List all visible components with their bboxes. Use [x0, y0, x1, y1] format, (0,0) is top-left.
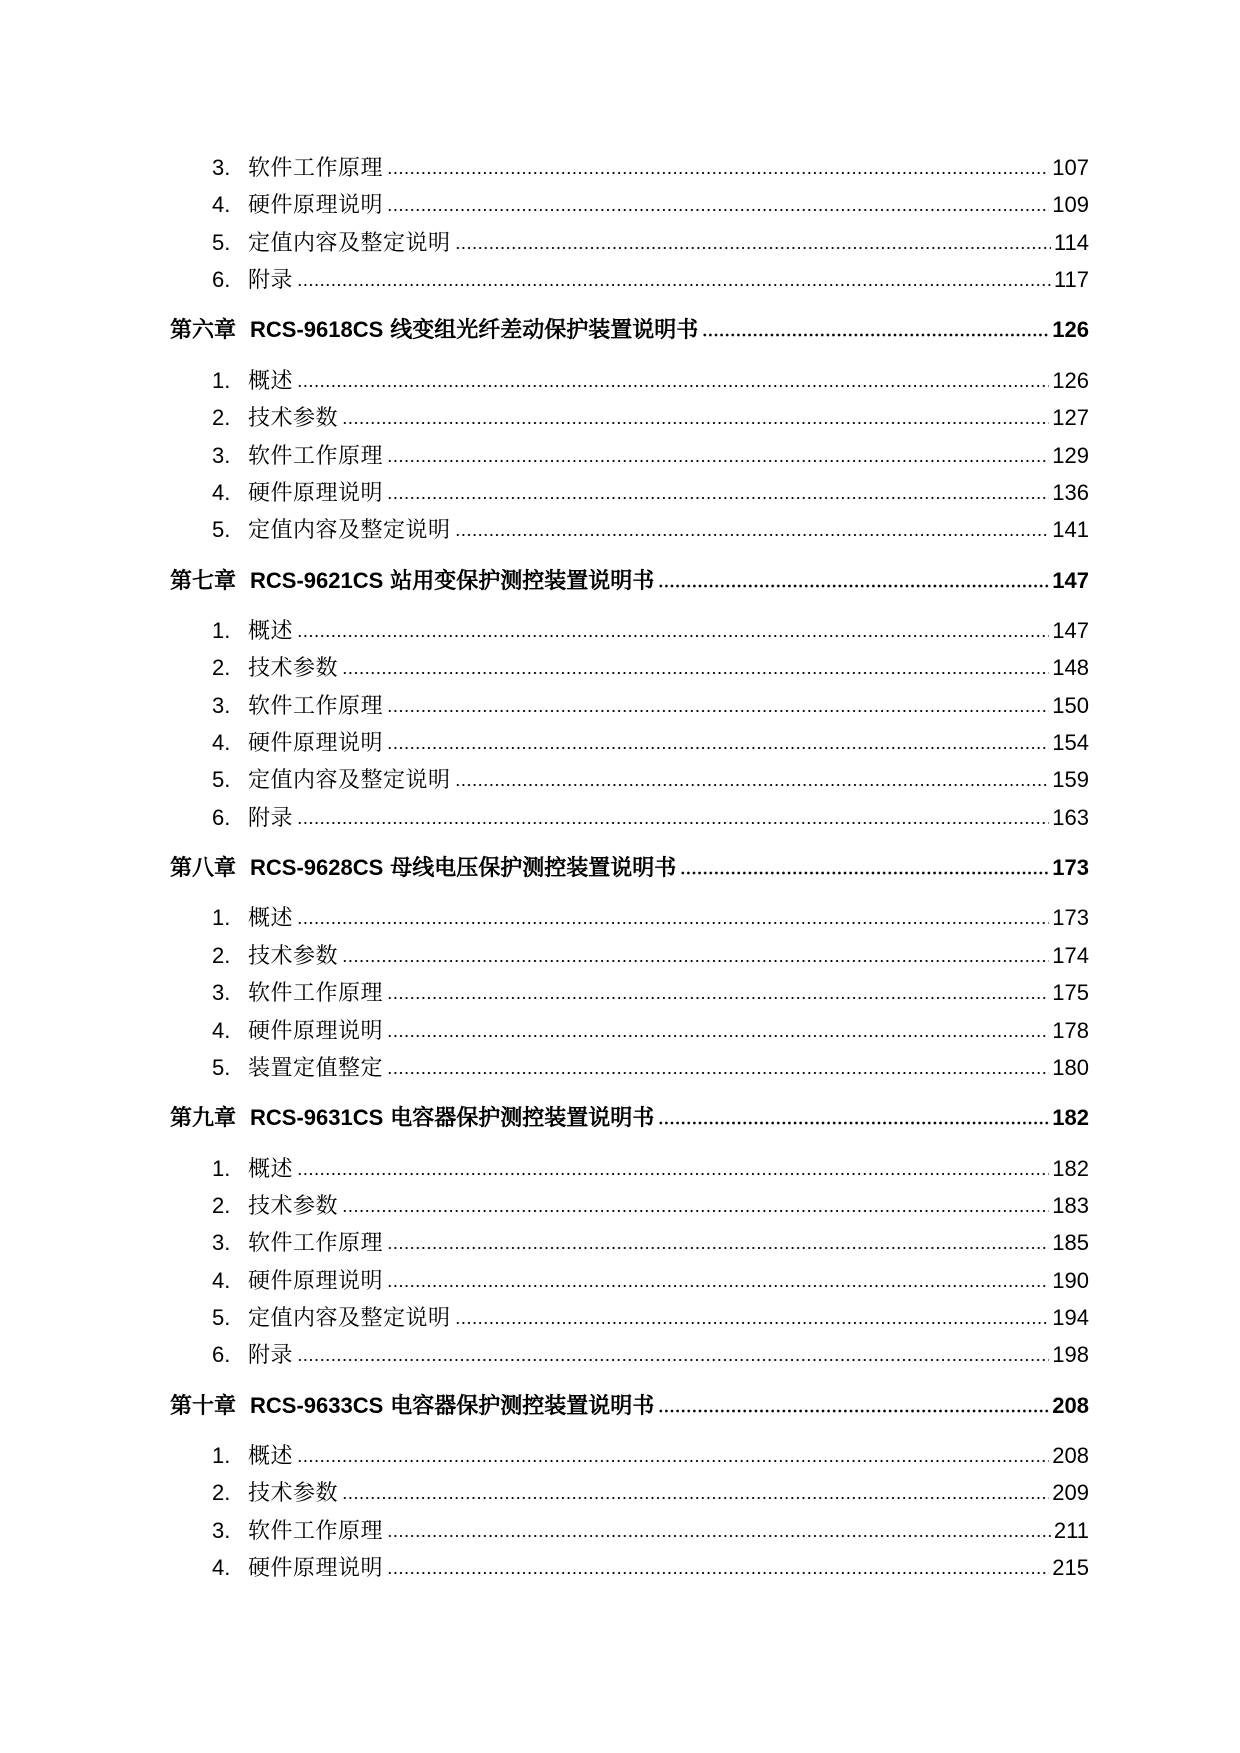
toc-entry[interactable] [170, 1474, 1089, 1511]
entry-number: 4. [212, 1267, 231, 1293]
entry-title: 硬件原理说明 [248, 479, 384, 505]
entry-title: 硬件原理说明 [248, 192, 384, 218]
toc-chapter-heading[interactable] [170, 562, 1089, 599]
dot-leader [387, 171, 1049, 175]
entry-title: 定值内容及整定说明 [248, 229, 451, 255]
toc-entry[interactable] [170, 149, 1089, 186]
entry-page-number: 147 [1052, 617, 1089, 643]
dot-leader [455, 1321, 1050, 1325]
entry-title: 附录 [248, 1342, 294, 1368]
entry-page-number: 211 [1053, 1517, 1089, 1543]
entry-number: 1. [212, 1443, 231, 1469]
dot-leader [297, 634, 1049, 638]
entry-page-number: 209 [1052, 1480, 1089, 1506]
entry-title: 概述 [248, 1443, 294, 1469]
chapter-device-model: RCS-9618CS [250, 317, 384, 343]
toc-chapter-heading[interactable] [170, 311, 1089, 348]
entry-title: 装置定值整定 [248, 1054, 384, 1080]
entry-number: 2. [212, 1192, 231, 1218]
toc-entry[interactable] [170, 1299, 1089, 1336]
dot-leader [297, 1358, 1049, 1362]
chapter-page-number: 147 [1052, 567, 1089, 593]
chapter-device-model: RCS-9631CS [250, 1105, 384, 1131]
entry-number: 3. [212, 692, 231, 718]
dot-leader [342, 421, 1049, 425]
dot-leader [387, 1571, 1049, 1575]
entry-page-number: 208 [1052, 1443, 1089, 1469]
dot-leader [387, 1534, 1051, 1538]
entry-title: 软件工作原理 [248, 442, 384, 468]
dot-leader [702, 333, 1049, 337]
dot-leader [455, 783, 1050, 787]
entry-page-number: 129 [1052, 442, 1089, 468]
dot-leader [297, 384, 1049, 388]
entry-page-number: 126 [1052, 367, 1089, 393]
dot-leader [297, 1172, 1049, 1176]
toc-entry[interactable] [170, 761, 1089, 798]
toc-entry[interactable] [170, 1262, 1089, 1299]
toc-entry[interactable] [170, 687, 1089, 724]
entry-number: 1. [212, 1155, 231, 1181]
entry-page-number: 117 [1053, 267, 1089, 293]
entry-page-number: 178 [1052, 1017, 1089, 1043]
entry-title: 概述 [248, 905, 294, 931]
toc-entry[interactable] [170, 261, 1089, 298]
toc-entry[interactable] [170, 1150, 1089, 1187]
entry-number: 6. [212, 267, 231, 293]
entry-page-number: 150 [1052, 692, 1089, 718]
entry-title: 软件工作原理 [248, 155, 384, 180]
toc-entry[interactable] [170, 724, 1089, 761]
entry-number: 5. [212, 229, 231, 255]
chapter-title: 电容器保护测控装置说明书 [390, 1105, 655, 1131]
dot-leader [297, 1459, 1049, 1463]
toc-entry[interactable] [170, 1224, 1089, 1261]
entry-title: 软件工作原理 [248, 692, 384, 718]
chapter-device-model: RCS-9621CS [250, 567, 384, 593]
dot-leader [342, 1209, 1049, 1213]
chapter-title: 站用变保护测控装置说明书 [390, 567, 655, 593]
dot-leader [387, 459, 1049, 463]
chapter-title: 电容器保护测控装置说明书 [390, 1392, 655, 1418]
entry-title: 技术参数 [248, 655, 339, 681]
entry-number: 2. [212, 655, 231, 681]
entry-number: 2. [212, 405, 231, 431]
chapter-number: 第十章 [170, 1392, 237, 1418]
dot-leader [342, 671, 1049, 675]
table-of-contents [170, 149, 1089, 1587]
entry-title: 硬件原理说明 [248, 1017, 384, 1043]
dot-leader [455, 533, 1050, 537]
dot-leader [658, 1121, 1049, 1125]
entry-page-number: 173 [1052, 905, 1089, 931]
entry-title: 技术参数 [248, 1480, 339, 1506]
chapter-page-number: 173 [1052, 855, 1089, 881]
dot-leader [658, 584, 1049, 588]
entry-page-number: 190 [1052, 1267, 1089, 1293]
toc-entry[interactable] [170, 1012, 1089, 1049]
dot-leader [297, 821, 1049, 825]
entry-page-number: 109 [1052, 192, 1089, 218]
toc-chapter-heading[interactable] [170, 1387, 1089, 1424]
entry-title: 硬件原理说明 [248, 1267, 384, 1293]
dot-leader [387, 996, 1049, 1000]
entry-page-number: 163 [1052, 804, 1089, 830]
entry-page-number: 180 [1052, 1054, 1089, 1080]
entry-number: 3. [212, 442, 231, 468]
dot-leader [297, 921, 1049, 925]
entry-number: 4. [212, 1555, 231, 1581]
dot-leader [387, 496, 1049, 500]
entry-page-number: 185 [1052, 1230, 1089, 1256]
entry-title: 软件工作原理 [248, 1517, 384, 1543]
entry-title: 软件工作原理 [248, 1230, 384, 1256]
dot-leader [342, 959, 1049, 963]
entry-title: 硬件原理说明 [248, 1555, 384, 1581]
dot-leader [387, 746, 1049, 750]
entry-title: 附录 [248, 804, 294, 830]
entry-page-number: 159 [1052, 767, 1089, 793]
chapter-title: 母线电压保护测控装置说明书 [390, 855, 677, 881]
toc-chapter-heading[interactable] [170, 1099, 1089, 1136]
toc-entry[interactable] [170, 1549, 1089, 1586]
entry-number: 6. [212, 1342, 231, 1368]
chapter-page-number: 208 [1052, 1392, 1089, 1418]
entry-title: 技术参数 [248, 1192, 339, 1218]
toc-entry[interactable] [170, 899, 1089, 936]
toc-entry[interactable] [170, 1336, 1089, 1373]
entry-number: 3. [212, 1230, 231, 1256]
entry-page-number: 175 [1052, 980, 1089, 1006]
chapter-device-model: RCS-9628CS [250, 855, 384, 881]
chapter-device-model: RCS-9633CS [250, 1392, 384, 1418]
entry-number: 5. [212, 517, 231, 543]
entry-number: 5. [212, 1054, 231, 1080]
toc-entry[interactable] [170, 974, 1089, 1011]
entry-page-number: 114 [1053, 229, 1089, 255]
chapter-page-number: 182 [1052, 1105, 1089, 1131]
toc-entry[interactable] [170, 474, 1089, 511]
entry-page-number: 154 [1052, 730, 1089, 756]
chapter-title: 线变组光纤差动保护装置说明书 [390, 317, 699, 343]
toc-entry[interactable] [170, 1049, 1089, 1086]
entry-page-number: 107 [1052, 155, 1089, 180]
entry-title: 软件工作原理 [248, 980, 384, 1006]
toc-entry[interactable] [170, 511, 1089, 548]
entry-page-number: 182 [1052, 1155, 1089, 1181]
dot-leader [455, 246, 1051, 250]
dot-leader [658, 1409, 1049, 1413]
entry-number: 5. [212, 767, 231, 793]
dot-leader [387, 1071, 1049, 1075]
dot-leader [387, 1034, 1049, 1038]
entry-page-number: 136 [1052, 479, 1089, 505]
entry-page-number: 148 [1052, 655, 1089, 681]
entry-number: 2. [212, 942, 231, 968]
entry-page-number: 198 [1052, 1342, 1089, 1368]
dot-leader [680, 871, 1049, 875]
dot-leader [342, 1496, 1049, 1500]
toc-entry[interactable] [170, 437, 1089, 474]
entry-number: 4. [212, 479, 231, 505]
entry-number: 4. [212, 730, 231, 756]
entry-number: 6. [212, 804, 231, 830]
entry-title: 定值内容及整定说明 [248, 767, 451, 793]
chapter-number: 第六章 [170, 317, 237, 343]
chapter-number: 第八章 [170, 855, 237, 881]
toc-entry[interactable] [170, 362, 1089, 399]
entry-page-number: 183 [1052, 1192, 1089, 1218]
chapter-page-number: 126 [1052, 317, 1089, 343]
entry-number: 3. [212, 980, 231, 1006]
toc-entry[interactable] [170, 612, 1089, 649]
toc-entry[interactable] [170, 399, 1089, 436]
toc-entry[interactable] [170, 799, 1089, 836]
toc-entry[interactable] [170, 1512, 1089, 1549]
entry-page-number: 141 [1052, 517, 1089, 543]
entry-title: 定值内容及整定说明 [248, 1305, 451, 1331]
entry-page-number: 174 [1052, 942, 1089, 968]
entry-title: 技术参数 [248, 942, 339, 968]
toc-entry[interactable] [170, 1187, 1089, 1224]
entry-number: 5. [212, 1305, 231, 1331]
entry-number: 4. [212, 1017, 231, 1043]
dot-leader [297, 283, 1051, 287]
entry-number: 3. [212, 1517, 231, 1543]
toc-entry[interactable] [170, 937, 1089, 974]
dot-leader [387, 1246, 1049, 1250]
entry-title: 定值内容及整定说明 [248, 517, 451, 543]
entry-number: 4. [212, 192, 231, 218]
entry-page-number: 215 [1052, 1555, 1089, 1581]
dot-leader [387, 1284, 1049, 1288]
entry-page-number: 194 [1052, 1305, 1089, 1331]
entry-title: 附录 [248, 267, 294, 293]
entry-number: 3. [212, 155, 231, 180]
toc-entry[interactable] [170, 224, 1089, 261]
toc-chapter-heading[interactable] [170, 849, 1089, 886]
entry-number: 1. [212, 617, 231, 643]
dot-leader [387, 709, 1049, 713]
entry-title: 概述 [248, 1155, 294, 1181]
entry-number: 1. [212, 905, 231, 931]
toc-entry[interactable] [170, 186, 1089, 223]
entry-page-number: 127 [1052, 405, 1089, 431]
toc-entry[interactable] [170, 1437, 1089, 1474]
entry-title: 概述 [248, 617, 294, 643]
entry-title: 硬件原理说明 [248, 730, 384, 756]
dot-leader [387, 208, 1049, 212]
entry-title: 概述 [248, 367, 294, 393]
entry-title: 技术参数 [248, 405, 339, 431]
toc-entry[interactable] [170, 649, 1089, 686]
entry-number: 2. [212, 1480, 231, 1506]
chapter-number: 第九章 [170, 1105, 237, 1131]
entry-number: 1. [212, 367, 231, 393]
chapter-number: 第七章 [170, 567, 237, 593]
